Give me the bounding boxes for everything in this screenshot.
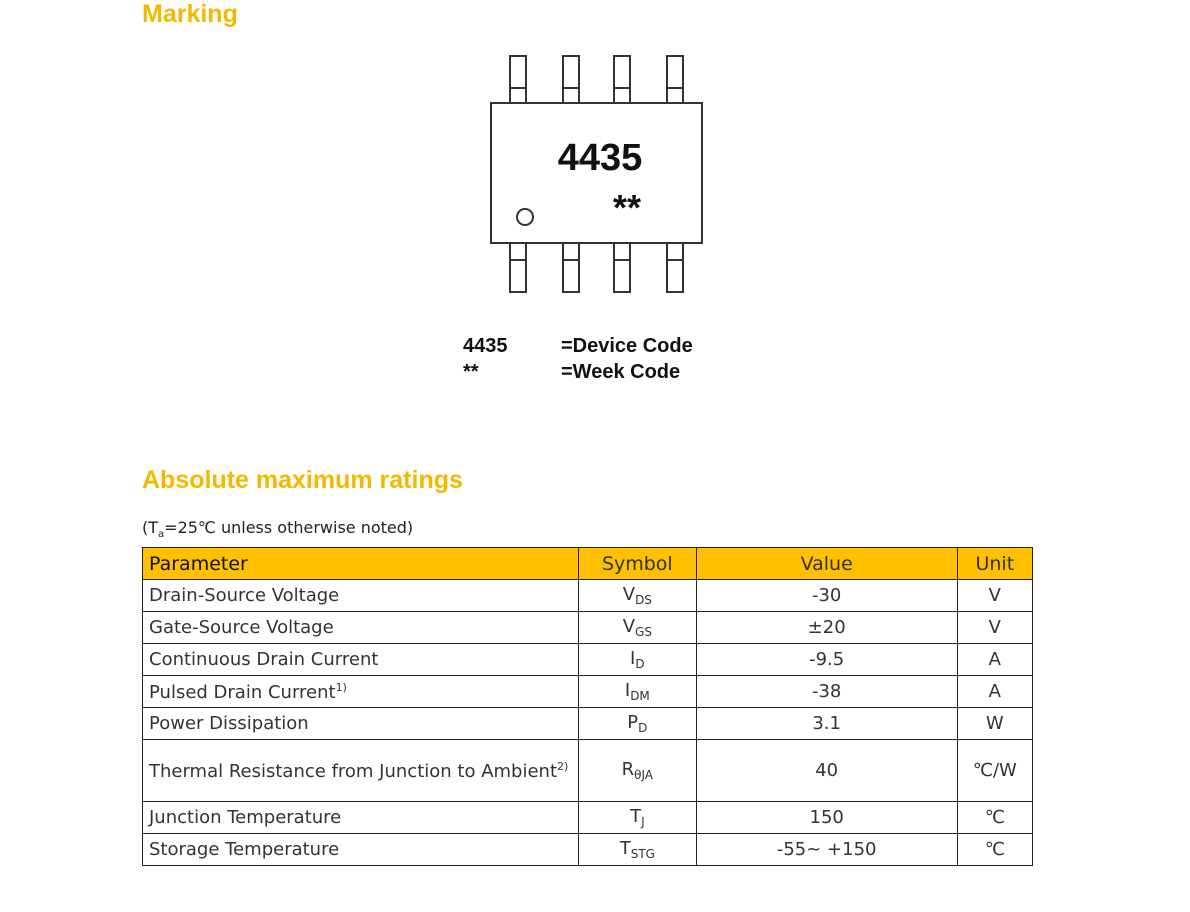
chip-device-code: 4435 bbox=[557, 137, 643, 179]
pin bbox=[667, 243, 683, 292]
symbol-main: T bbox=[630, 806, 642, 827]
cell-parameter bbox=[143, 740, 579, 802]
table-body bbox=[143, 580, 1033, 866]
pin bbox=[614, 243, 630, 292]
cell-symbol bbox=[578, 580, 696, 612]
cell-parameter bbox=[143, 676, 579, 708]
marking-title: Marking bbox=[142, 0, 238, 28]
cell-unit: V bbox=[957, 580, 1032, 612]
cell-parameter bbox=[143, 612, 579, 644]
table-row bbox=[143, 580, 1033, 612]
symbol-main: V bbox=[622, 584, 636, 605]
symbol-main: P bbox=[627, 712, 639, 733]
cell-parameter bbox=[143, 834, 579, 866]
parameter-text: Power Dissipation bbox=[149, 713, 309, 734]
parameter-text: Continuous Drain Current bbox=[149, 649, 379, 670]
pin bbox=[667, 56, 683, 103]
symbol-subscript: D bbox=[638, 721, 648, 735]
cell-symbol bbox=[578, 676, 696, 708]
legend-row bbox=[463, 359, 693, 385]
cell-unit: ℃ bbox=[957, 802, 1032, 834]
parameter-text: Storage Temperature bbox=[149, 839, 340, 860]
cell-parameter bbox=[143, 802, 579, 834]
symbol-subscript: GS bbox=[635, 625, 652, 639]
parameter-text: Junction Temperature bbox=[149, 807, 342, 828]
cell-value: 150 bbox=[696, 802, 957, 834]
footnote-marker: 1) bbox=[335, 680, 347, 694]
cell-parameter bbox=[143, 580, 579, 612]
cell-symbol bbox=[578, 740, 696, 802]
symbol-main: I bbox=[624, 680, 631, 701]
pin bbox=[614, 56, 630, 103]
parameter-text: Gate-Source Voltage bbox=[149, 617, 334, 638]
legend-meaning: =Week Code bbox=[561, 361, 681, 383]
symbol-subscript: DS bbox=[635, 593, 652, 607]
symbol-main: V bbox=[622, 616, 636, 637]
symbol-main: R bbox=[621, 759, 635, 780]
ratings-condition-note bbox=[142, 518, 413, 540]
symbol-subscript: D bbox=[635, 657, 645, 671]
pin bbox=[563, 243, 579, 292]
table-header-row bbox=[143, 548, 1033, 580]
note-suffix: =25℃ unless otherwise noted) bbox=[164, 518, 414, 537]
cell-symbol bbox=[578, 708, 696, 740]
ratings-title: Absolute maximum ratings bbox=[142, 466, 463, 494]
cell-symbol bbox=[578, 834, 696, 866]
symbol-main: T bbox=[619, 838, 631, 859]
cell-unit: A bbox=[957, 676, 1032, 708]
footnote-marker: 2) bbox=[557, 759, 569, 773]
cell-parameter bbox=[143, 708, 579, 740]
symbol-subscript: θJA bbox=[634, 768, 654, 782]
cell-symbol bbox=[578, 644, 696, 676]
cell-value: -30 bbox=[696, 580, 957, 612]
marking-legend bbox=[463, 333, 693, 385]
pin bbox=[510, 56, 526, 103]
table-row bbox=[143, 676, 1033, 708]
top-pins bbox=[510, 56, 683, 103]
cell-value: -38 bbox=[696, 676, 957, 708]
table-row bbox=[143, 708, 1033, 740]
symbol-subscript: DM bbox=[630, 689, 650, 703]
symbol-main: I bbox=[630, 648, 636, 669]
cell-unit: A bbox=[957, 644, 1032, 676]
note-sub: a bbox=[158, 529, 165, 541]
cell-value: 3.1 bbox=[696, 708, 957, 740]
cell-value: ±20 bbox=[696, 612, 957, 644]
legend-code: ** bbox=[463, 361, 479, 383]
cell-unit: W bbox=[957, 708, 1032, 740]
cell-symbol bbox=[578, 802, 696, 834]
cell-value: 40 bbox=[696, 740, 957, 802]
table-row bbox=[143, 740, 1033, 802]
legend-row bbox=[463, 333, 693, 359]
table-row bbox=[143, 802, 1033, 834]
table-row bbox=[143, 644, 1033, 676]
pin bbox=[563, 56, 579, 103]
chip-week-code: ** bbox=[612, 187, 642, 228]
header-symbol: Symbol bbox=[578, 548, 696, 580]
chip-package-diagram bbox=[480, 50, 720, 300]
parameter-text: Thermal Resistance from Junction to Ambient bbox=[149, 760, 558, 782]
cell-value: -9.5 bbox=[696, 644, 957, 676]
table-row bbox=[143, 834, 1033, 866]
bottom-pins bbox=[510, 243, 683, 292]
symbol-subscript: J bbox=[641, 815, 645, 829]
pin1-marker-icon bbox=[517, 209, 533, 225]
note-prefix: (T bbox=[142, 518, 159, 537]
parameter-text: Pulsed Drain Current bbox=[149, 681, 336, 703]
header-parameter: Parameter bbox=[143, 548, 579, 580]
table-row bbox=[143, 612, 1033, 644]
cell-unit: ℃ bbox=[957, 834, 1032, 866]
pin bbox=[510, 243, 526, 292]
cell-value: -55~ +150 bbox=[696, 834, 957, 866]
ratings-table bbox=[142, 547, 1033, 866]
legend-code: 4435 bbox=[463, 335, 508, 357]
cell-symbol bbox=[578, 612, 696, 644]
header-unit: Unit bbox=[957, 548, 1032, 580]
header-value: Value bbox=[696, 548, 957, 580]
cell-unit: ℃/W bbox=[957, 740, 1032, 802]
parameter-text: Drain-Source Voltage bbox=[149, 585, 340, 606]
symbol-subscript: STG bbox=[630, 847, 655, 861]
cell-unit: V bbox=[957, 612, 1032, 644]
cell-parameter bbox=[143, 644, 579, 676]
legend-meaning: =Device Code bbox=[561, 335, 693, 357]
